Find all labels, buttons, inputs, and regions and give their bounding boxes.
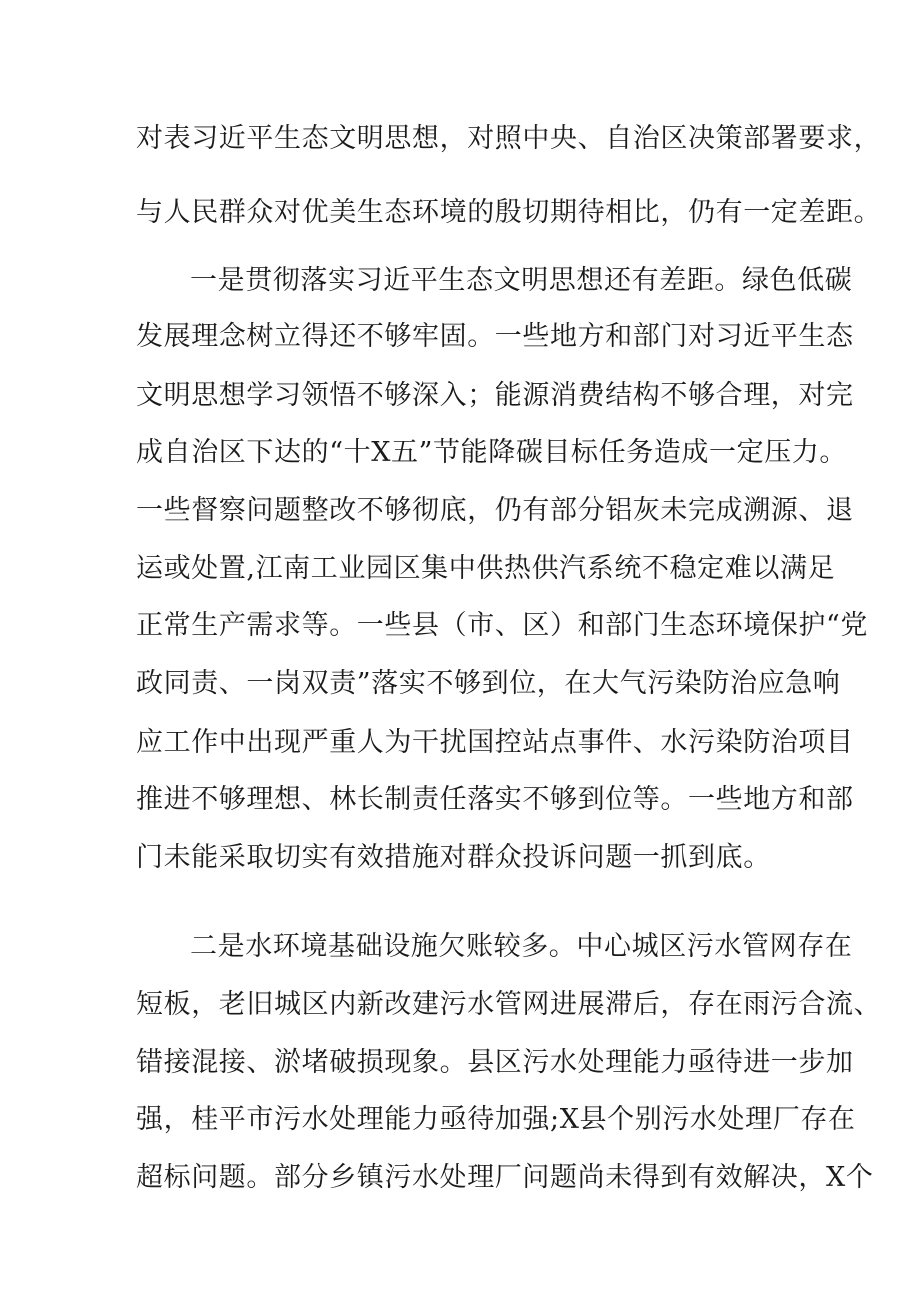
paragraph-heading-line: 一是贯彻落实习近平生态文明思想还有差距。绿色低碳: [190, 265, 853, 296]
text-line: 政同责、一岗双责”落实不够到位，在大气污染防治应急响: [136, 668, 841, 699]
text-line: 正常生产需求等。一些县（市、区）和部门生态环境保护“党: [136, 610, 869, 641]
text-line: 门未能采取切实有效措施对群众投诉问题一抓到底。: [136, 842, 771, 873]
text-line: 发展理念树立得还不够牢固。一些地方和部门对习近平生态: [136, 321, 854, 352]
text-line: 一些督察问题整改不够彻底，仍有部分铝灰未完成溯源、退: [136, 495, 854, 526]
text-line: 短板，老旧城区内新改建污水管网进展滞后，存在雨污合流、: [136, 989, 882, 1020]
text-line: 运或处置,江南工业园区集中供热供汽系统不稳定难以满足: [136, 553, 836, 584]
text-line: 超标问题。部分乡镇污水处理厂问题尚未得到有效解决，X个: [136, 1162, 874, 1193]
text-line: 成自治区下达的“十X五”节能降碳目标任务造成一定压力。: [136, 437, 848, 468]
text-line: 对表习近平生态文明思想，对照中央、自治区决策部署要求，: [136, 123, 882, 154]
text-line: 应工作中出现严重人为干扰国控站点事件、水污染防治项目: [136, 727, 854, 758]
text-line: 推进不够理想、林长制责任落实不够到位等。一些地方和部: [136, 784, 854, 815]
text-line: 强，桂平市污水处理能力亟待加强;X县个别污水处理厂存在: [136, 1104, 856, 1135]
text-line: 文明思想学习领悟不够深入；能源消费结构不够合理，对完: [136, 380, 854, 411]
paragraph-heading-line: 二是水环境基础设施欠账较多。中心城区污水管网存在: [190, 931, 853, 962]
text-line: 错接混接、淤堵破损现象。县区污水处理能力亟待进一步加: [136, 1047, 854, 1078]
text-line: 与人民群众对优美生态环境的殷切期待相比，仍有一定差距。: [136, 197, 882, 228]
